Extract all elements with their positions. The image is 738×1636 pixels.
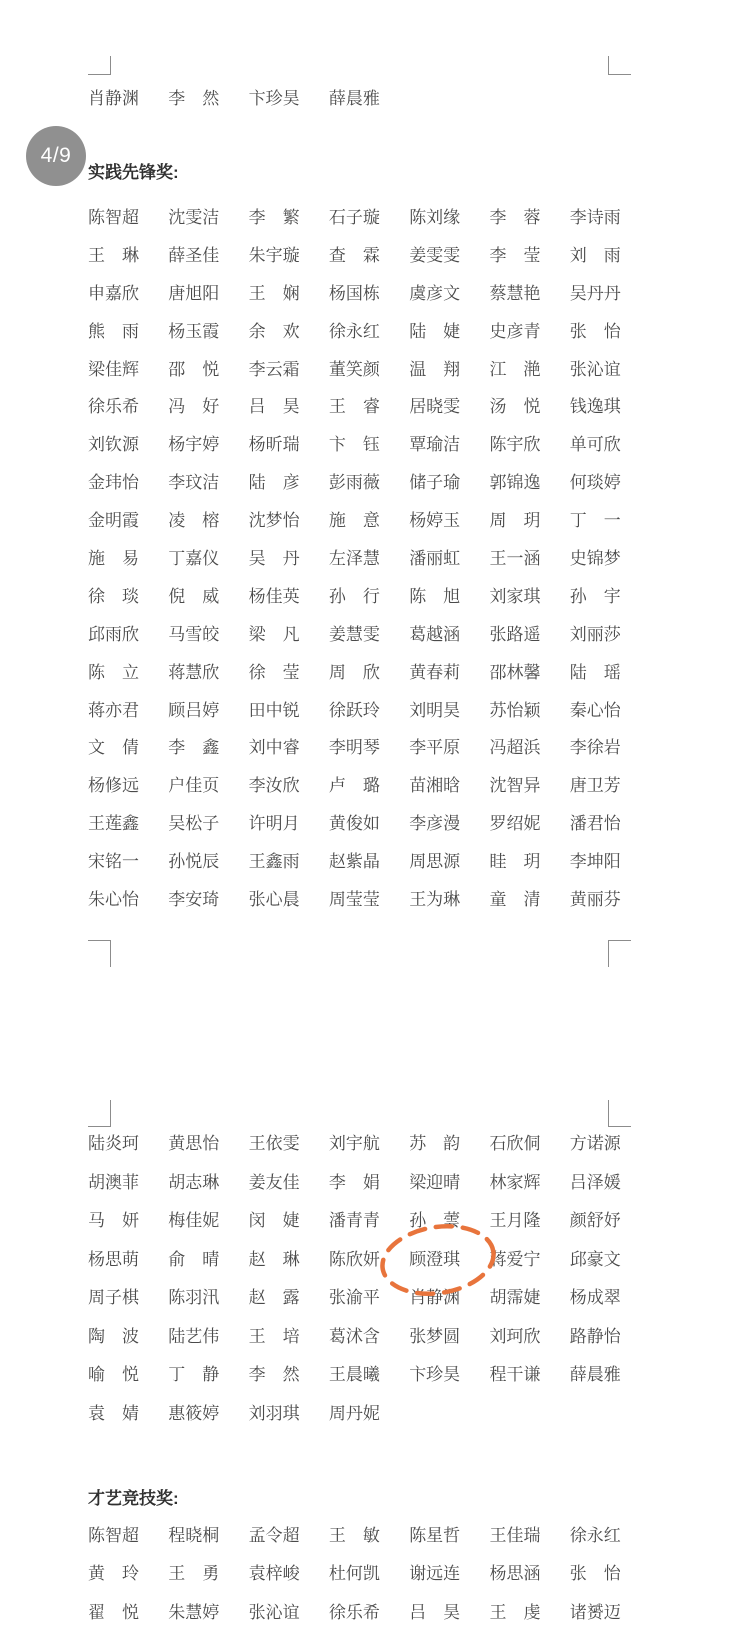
name-cell: 陈智超 <box>88 1526 139 1545</box>
name-cell: 余 欢 <box>248 321 300 341</box>
name-cell: 黄 玲 <box>88 1564 139 1584</box>
name-cell: 张沁谊 <box>569 359 621 379</box>
name-row <box>88 241 621 279</box>
name-cell: 杨国栋 <box>328 283 380 303</box>
practice-pioneer-name-grid-page2 <box>88 1129 621 1437</box>
name-cell: 金明霞 <box>88 511 139 531</box>
name-cell: 胡霈婕 <box>489 1288 541 1307</box>
name-cell: 杨宇婷 <box>168 435 220 455</box>
name-cell: 卞 钰 <box>328 435 380 455</box>
name-cell: 杜何凯 <box>328 1564 380 1584</box>
name-row <box>88 1245 621 1284</box>
name-cell: 徐跃玲 <box>328 700 380 720</box>
crop-mark-page1-top-right <box>608 56 631 75</box>
name-cell: 王 娴 <box>248 283 300 303</box>
name-row <box>88 1559 621 1597</box>
name-cell: 姜慧雯 <box>328 624 380 644</box>
name-cell: 石子璇 <box>328 208 380 227</box>
name-row <box>88 468 621 506</box>
name-cell: 程晓桐 <box>168 1526 220 1545</box>
name-cell: 王 虔 <box>489 1602 541 1622</box>
name-cell: 史彦青 <box>489 321 541 341</box>
name-cell: 卞珍昊 <box>409 1365 461 1384</box>
name-row <box>88 1360 621 1399</box>
name-cell: 袁 婧 <box>88 1403 139 1423</box>
name-cell: 李 繁 <box>248 208 300 227</box>
name-cell: 覃瑜洁 <box>409 435 461 455</box>
name-cell: 苗湘晗 <box>409 776 461 796</box>
name-row <box>88 1322 621 1361</box>
name-cell: 朱心怡 <box>88 890 139 910</box>
name-cell: 李徐岩 <box>569 738 621 758</box>
crop-mark-page1-bottom-right <box>608 940 631 967</box>
name-cell: 宋铭一 <box>88 852 139 872</box>
name-cell: 陈欣妍 <box>328 1249 380 1269</box>
name-cell: 刘明昊 <box>409 700 461 720</box>
name-cell: 孙 蕓 <box>409 1211 461 1230</box>
name-cell: 赵紫晶 <box>328 852 380 872</box>
name-cell: 吴 丹 <box>248 549 300 569</box>
name-row <box>88 620 621 658</box>
name-cell: 许明月 <box>248 814 300 834</box>
name-row <box>88 84 380 122</box>
name-cell: 刘家琪 <box>489 586 541 606</box>
name-cell: 梁迎晴 <box>409 1172 461 1192</box>
name-cell: 周 欣 <box>328 662 380 682</box>
name-row <box>88 355 621 393</box>
name-cell: 张梦圆 <box>409 1326 461 1346</box>
name-cell: 陈 立 <box>88 662 139 682</box>
name-cell: 赵 琳 <box>248 1249 300 1269</box>
name-cell: 周思源 <box>409 852 461 872</box>
name-cell: 丁嘉仪 <box>168 549 220 569</box>
name-cell: 朱慧婷 <box>168 1602 220 1622</box>
name-cell: 王鑫雨 <box>248 852 300 872</box>
name-cell: 朱宇璇 <box>248 245 300 265</box>
name-row <box>88 1521 621 1559</box>
name-cell: 邱豪文 <box>569 1249 621 1269</box>
name-cell: 喻 悦 <box>88 1365 139 1384</box>
name-cell: 邵林馨 <box>489 662 541 682</box>
name-cell: 江 滟 <box>489 359 541 379</box>
name-cell: 吕 昊 <box>409 1602 461 1622</box>
name-row <box>88 658 621 696</box>
name-cell: 蒋亦君 <box>88 700 139 720</box>
name-cell: 秦心怡 <box>569 700 621 720</box>
name-cell: 梅佳妮 <box>168 1211 220 1230</box>
name-cell: 杨思涵 <box>489 1564 541 1584</box>
name-cell: 葛沭含 <box>328 1326 380 1346</box>
name-cell: 李诗雨 <box>569 208 621 227</box>
name-cell: 彭雨薇 <box>328 473 380 493</box>
name-cell: 杨昕瑞 <box>248 435 300 455</box>
name-row <box>88 847 621 885</box>
name-cell: 陈 旭 <box>409 586 461 606</box>
previous-award-overflow-grid <box>88 84 380 122</box>
name-cell: 王 琳 <box>88 245 139 265</box>
name-cell: 惠筱婷 <box>168 1403 220 1423</box>
crop-mark-page2-top-left <box>88 1100 111 1127</box>
name-cell: 刘中睿 <box>248 738 300 758</box>
name-row <box>88 1168 621 1207</box>
name-cell: 丁 一 <box>569 511 621 531</box>
name-cell: 沈梦怡 <box>248 511 300 531</box>
name-cell: 程干谦 <box>489 1365 541 1384</box>
name-cell: 王 勇 <box>168 1564 220 1584</box>
name-cell: 邱雨欣 <box>88 624 139 644</box>
name-row <box>88 392 621 430</box>
name-cell: 肖静渊 <box>409 1288 461 1307</box>
name-cell: 颜舒妤 <box>569 1211 621 1230</box>
name-cell: 申嘉欣 <box>88 283 139 303</box>
name-row <box>88 1129 621 1168</box>
name-cell: 张 怡 <box>569 1564 621 1584</box>
name-cell: 文 倩 <box>88 738 139 758</box>
name-row <box>88 1399 621 1438</box>
name-cell: 徐乐希 <box>88 397 139 417</box>
name-row <box>88 279 621 317</box>
name-cell: 李平原 <box>409 738 461 758</box>
name-cell: 薛晨雅 <box>569 1365 621 1384</box>
name-cell: 胡志琳 <box>168 1172 220 1192</box>
name-cell: 何琰婷 <box>569 473 621 493</box>
name-cell: 卞珍昊 <box>248 89 300 108</box>
name-row <box>88 1283 621 1322</box>
crop-mark-page1-top-left <box>88 56 111 75</box>
name-row <box>88 317 621 355</box>
name-cell: 孙 行 <box>328 586 380 606</box>
circled-name-cell: 顾澄琪 <box>409 1249 461 1269</box>
name-cell: 施 意 <box>328 511 380 531</box>
name-cell: 钱逸琪 <box>569 397 621 417</box>
name-cell: 胡澳菲 <box>88 1172 139 1192</box>
name-cell: 冯 好 <box>168 397 220 417</box>
name-cell: 童 清 <box>489 890 541 910</box>
name-cell: 孙 宇 <box>569 586 621 606</box>
name-cell: 刘珂欣 <box>489 1326 541 1346</box>
name-cell: 陈刘缘 <box>409 208 461 227</box>
name-cell: 杨修远 <box>88 776 139 796</box>
name-cell: 姜雯雯 <box>409 245 461 265</box>
name-cell: 李坤阳 <box>569 852 621 872</box>
name-cell: 周丹妮 <box>328 1403 380 1423</box>
name-cell: 李安琦 <box>168 890 220 910</box>
name-cell: 潘丽虹 <box>409 549 461 569</box>
name-cell: 陆 瑶 <box>569 662 621 682</box>
name-row <box>88 1206 621 1245</box>
name-cell: 王莲鑫 <box>88 814 139 834</box>
name-cell: 冯超浜 <box>489 738 541 758</box>
name-cell: 孟令超 <box>248 1526 300 1545</box>
name-row <box>88 885 621 923</box>
name-cell: 谢远连 <box>409 1564 461 1584</box>
name-cell: 王月隆 <box>489 1211 541 1230</box>
name-cell: 汤 悦 <box>489 397 541 417</box>
name-cell: 赵 露 <box>248 1288 300 1307</box>
name-cell: 潘君怡 <box>569 814 621 834</box>
name-cell: 黄俊如 <box>328 814 380 834</box>
name-cell: 史锦梦 <box>569 549 621 569</box>
name-cell: 苏 韵 <box>409 1134 461 1153</box>
name-cell: 周莹莹 <box>328 890 380 910</box>
name-row <box>88 544 621 582</box>
name-cell: 姜友佳 <box>248 1172 300 1192</box>
name-cell: 王 睿 <box>328 397 380 417</box>
name-cell: 李 蓉 <box>489 208 541 227</box>
name-cell: 虞彦文 <box>409 283 461 303</box>
name-cell: 左泽慧 <box>328 549 380 569</box>
name-cell: 薛晨雅 <box>328 89 380 108</box>
name-cell: 蒋慧欣 <box>168 662 220 682</box>
name-cell: 俞 晴 <box>168 1249 220 1269</box>
practice-pioneer-award-heading: 实践先锋奖: <box>88 163 179 182</box>
name-cell: 施 易 <box>88 549 139 569</box>
name-cell: 梁佳辉 <box>88 359 139 379</box>
name-cell: 眭 玥 <box>489 852 541 872</box>
name-cell: 林家辉 <box>489 1172 541 1192</box>
name-row <box>88 696 621 734</box>
name-cell: 居晓雯 <box>409 397 461 417</box>
name-cell: 王晨曦 <box>328 1365 380 1384</box>
crop-mark-page1-bottom-left <box>88 940 111 967</box>
name-row <box>88 430 621 468</box>
name-cell: 王依雯 <box>248 1134 300 1153</box>
name-cell: 王一涵 <box>489 549 541 569</box>
name-row <box>88 771 621 809</box>
name-cell: 刘丽莎 <box>569 624 621 644</box>
name-cell: 董笑颜 <box>328 359 380 379</box>
name-cell: 熊 雨 <box>88 321 139 341</box>
name-cell: 蔡慧艳 <box>489 283 541 303</box>
name-cell: 徐永红 <box>328 321 380 341</box>
name-cell: 郭锦逸 <box>489 473 541 493</box>
name-cell: 陈羽汛 <box>168 1288 220 1307</box>
name-cell: 李 然 <box>248 1365 300 1384</box>
name-cell: 潘青青 <box>328 1211 380 1230</box>
name-cell: 张沁谊 <box>248 1602 300 1622</box>
name-cell: 葛越涵 <box>409 624 461 644</box>
name-cell: 方诺源 <box>569 1134 621 1153</box>
name-cell: 肖静渊 <box>88 89 139 108</box>
name-cell: 李明琴 <box>328 738 380 758</box>
name-cell: 田中锐 <box>248 700 300 720</box>
name-cell: 凌 榕 <box>168 511 220 531</box>
name-cell: 王 敏 <box>328 1526 380 1545</box>
name-cell: 杨玉霞 <box>168 321 220 341</box>
name-cell: 吴丹丹 <box>569 283 621 303</box>
name-cell: 孙悦辰 <box>168 852 220 872</box>
name-cell: 陆 婕 <box>409 321 461 341</box>
name-cell: 李汝欣 <box>248 776 300 796</box>
name-cell: 黄思怡 <box>168 1134 220 1153</box>
name-cell: 陆 彦 <box>248 473 300 493</box>
name-cell: 杨成翠 <box>569 1288 621 1307</box>
talent-competition-award-heading: 才艺竞技奖: <box>88 1489 179 1508</box>
name-cell: 周子棋 <box>88 1288 139 1307</box>
name-cell: 李 莹 <box>489 245 541 265</box>
name-cell: 马雪皎 <box>168 624 220 644</box>
practice-pioneer-name-grid <box>88 203 621 923</box>
name-cell: 温 翔 <box>409 359 461 379</box>
name-cell: 石欣侗 <box>489 1134 541 1153</box>
name-cell: 诸赟迈 <box>569 1602 621 1622</box>
name-row <box>88 203 621 241</box>
name-cell: 吕 昊 <box>248 397 300 417</box>
name-cell: 邵 悦 <box>168 359 220 379</box>
name-cell: 陈智超 <box>88 208 139 227</box>
name-cell: 刘 雨 <box>569 245 621 265</box>
name-cell: 王佳瑞 <box>489 1526 541 1545</box>
name-cell: 沈智异 <box>489 776 541 796</box>
name-cell: 周 玥 <box>489 511 541 531</box>
page-number-badge <box>26 126 86 186</box>
name-cell: 黄春莉 <box>409 662 461 682</box>
name-row <box>88 1598 621 1636</box>
name-cell: 陶 波 <box>88 1326 139 1346</box>
name-cell: 梁 凡 <box>248 624 300 644</box>
name-cell: 卢 璐 <box>328 776 380 796</box>
name-cell: 罗绍妮 <box>489 814 541 834</box>
name-cell: 苏怡颖 <box>489 700 541 720</box>
name-cell: 李彦漫 <box>409 814 461 834</box>
name-cell: 杨佳英 <box>248 586 300 606</box>
name-cell: 金玮怡 <box>88 473 139 493</box>
name-cell: 薛圣佳 <box>168 245 220 265</box>
talent-competition-name-grid <box>88 1521 621 1636</box>
name-cell: 刘羽琪 <box>248 1403 300 1423</box>
name-cell: 李云霜 <box>248 359 300 379</box>
name-cell: 张路遥 <box>489 624 541 644</box>
name-cell: 杨思萌 <box>88 1249 139 1269</box>
name-cell: 查 霖 <box>328 245 380 265</box>
name-cell: 徐 莹 <box>248 662 300 682</box>
name-cell: 倪 威 <box>168 586 220 606</box>
name-cell: 王 培 <box>248 1326 300 1346</box>
name-cell: 陈星哲 <box>409 1526 461 1545</box>
name-row <box>88 582 621 620</box>
name-cell: 王为琳 <box>409 890 461 910</box>
name-cell: 沈雯洁 <box>168 208 220 227</box>
name-cell: 路静怡 <box>569 1326 621 1346</box>
name-cell: 陆艺伟 <box>168 1326 220 1346</box>
name-cell: 陈宇欣 <box>489 435 541 455</box>
name-row <box>88 506 621 544</box>
crop-mark-page2-top-right <box>608 1100 631 1127</box>
name-cell: 户佳页 <box>168 776 220 796</box>
name-cell: 丁 静 <box>168 1365 220 1384</box>
page-number-label: 4/9 <box>40 144 72 167</box>
name-cell: 李 娟 <box>328 1172 380 1192</box>
name-cell: 陆炎珂 <box>88 1134 139 1153</box>
name-cell: 张心晨 <box>248 890 300 910</box>
name-cell: 翟 悦 <box>88 1602 139 1622</box>
name-cell: 闵 婕 <box>248 1211 300 1230</box>
name-cell: 储子瑜 <box>409 473 461 493</box>
name-cell: 刘钦源 <box>88 435 139 455</box>
name-cell: 杨婷玉 <box>409 511 461 531</box>
name-cell: 蒋爱宁 <box>489 1249 541 1269</box>
name-cell: 徐乐希 <box>328 1602 380 1622</box>
name-cell: 吴松子 <box>168 814 220 834</box>
name-row <box>88 809 621 847</box>
name-cell: 黄丽芬 <box>569 890 621 910</box>
name-cell: 顾吕婷 <box>168 700 220 720</box>
name-cell: 唐旭阳 <box>168 283 220 303</box>
name-row <box>88 733 621 771</box>
name-cell: 袁梓峻 <box>248 1564 300 1584</box>
name-cell: 徐永红 <box>569 1526 621 1545</box>
name-cell: 徐 琰 <box>88 586 139 606</box>
name-cell: 刘宇航 <box>328 1134 380 1153</box>
name-cell: 吕泽媛 <box>569 1172 621 1192</box>
name-cell: 张渝平 <box>328 1288 380 1307</box>
name-cell: 唐卫芳 <box>569 776 621 796</box>
name-cell: 张 怡 <box>569 321 621 341</box>
name-cell: 李 然 <box>168 89 220 108</box>
name-cell: 马 妍 <box>88 1211 139 1230</box>
name-cell: 李 鑫 <box>168 738 220 758</box>
name-cell: 单可欣 <box>569 435 621 455</box>
name-cell: 李玟洁 <box>168 473 220 493</box>
